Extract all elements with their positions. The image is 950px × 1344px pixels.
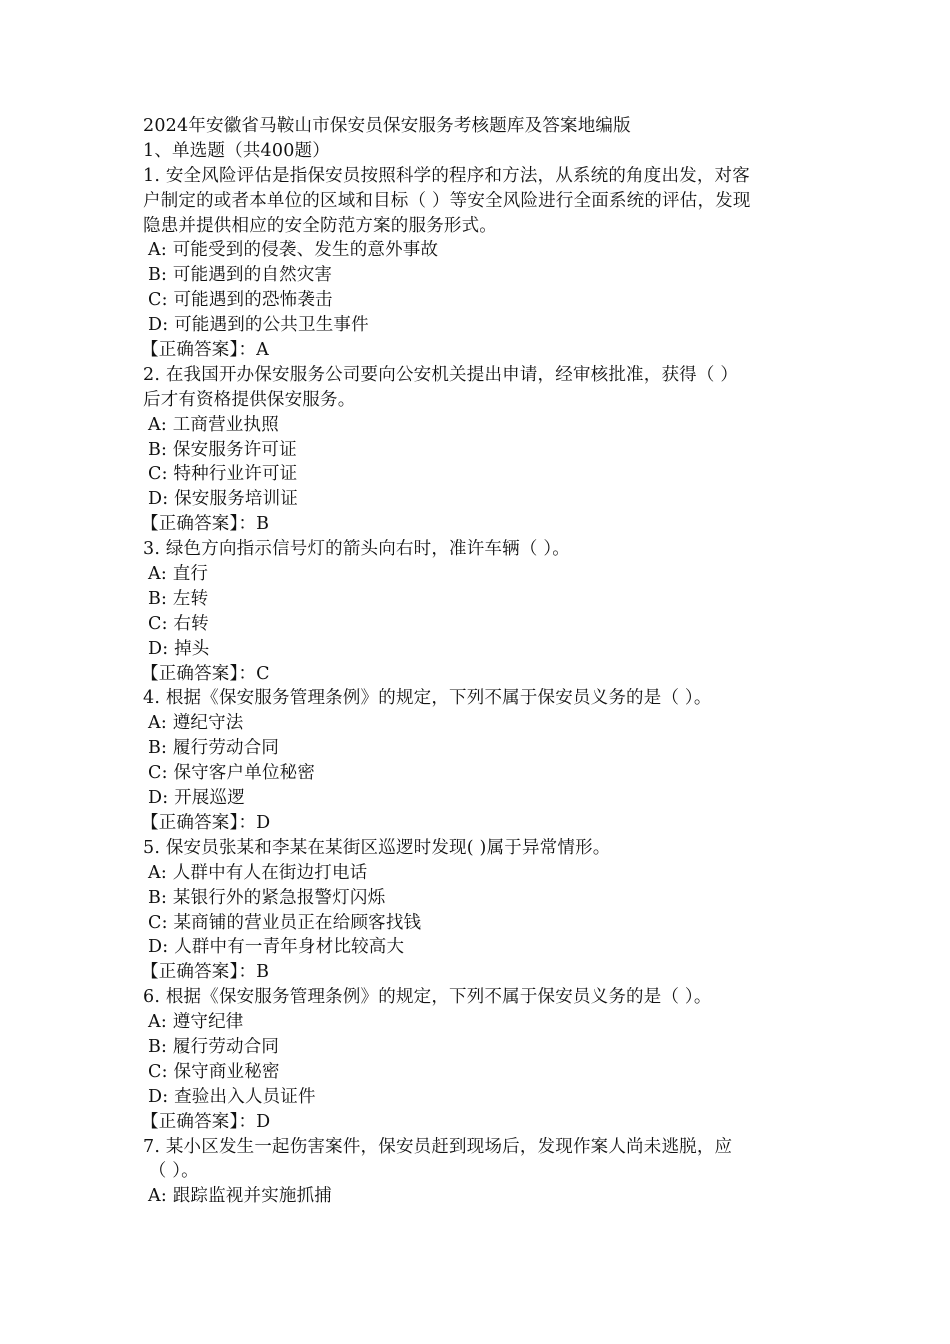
option-d: D: 人群中有一青年身材比较高大 [148,937,405,958]
option-a: A: 直行 [148,564,209,585]
option-b: B: 保安服务许可证 [148,439,297,460]
option-a: A: 遵守纪律 [148,1012,244,1033]
question-text-line: 户制定的或者本单位的区域和目标（ ）等安全风险进行全面系统的评估，发现 [143,190,751,211]
option-b: B: 可能遇到的自然灾害 [148,265,333,286]
correct-answer: 【正确答案】：B [141,514,270,535]
question-text-line: 1. 安全风险评估是指保安员按照科学的程序和方法，从系统的角度出发，对客 [143,165,750,186]
document-title: 2024年安徽省马鞍山市保安员保安服务考核题库及答案地编版 [143,116,631,136]
option-b: B: 履行劳动合同 [148,738,280,759]
question-7 [143,1135,823,1210]
option-c: C: 保守商业秘密 [148,1061,280,1082]
option-a: A: 人群中有人在街边打电话 [148,862,368,883]
option-a: A: 工商营业执照 [148,414,279,435]
section-heading: 1、单选题（共400题） [143,140,330,161]
correct-answer: 【正确答案】：A [141,340,269,361]
question-text-line: 后才有资格提供保安服务。 [143,389,356,410]
option-b: B: 左转 [148,588,209,609]
option-d: D: 查验出入人员证件 [148,1086,316,1107]
option-a: A: 遵纪守法 [148,713,244,734]
question-text-line: 6. 根据《保安服务管理条例》的规定，下列不属于保安员义务的是（ ）。 [143,987,712,1008]
option-b: B: 某银行外的紧急报警灯闪烁 [148,887,386,908]
question-text-line: 4. 根据《保安服务管理条例》的规定，下列不属于保安员义务的是（ ）。 [143,688,712,709]
question-text-line: 7. 某小区发生一起伤害案件，保安员赶到现场后，发现作案人尚未逃脱，应 [143,1136,733,1157]
correct-answer: 【正确答案】：D [141,812,271,833]
option-d: D: 保安服务培训证 [148,489,298,510]
question-text-line: 2. 在我国开办保安服务公司要向公安机关提出申请，经审核批准，获得（ ） [143,364,739,385]
option-c: C: 保守客户单位秘密 [148,763,316,784]
question-3 [143,537,823,686]
option-c: C: 特种行业许可证 [148,464,298,485]
question-text-line: （ ）。 [143,1161,199,1182]
question-text-line: 3. 绿色方向指示信号灯的箭头向右时，准许车辆（ ）。 [143,539,570,560]
option-c: C: 某商铺的营业员正在给顾客找钱 [148,912,422,933]
correct-answer: 【正确答案】：B [141,962,270,983]
option-a: A: 跟踪监视并实施抓捕 [148,1186,332,1207]
question-4 [143,686,823,835]
correct-answer: 【正确答案】：C [141,663,270,684]
option-c: C: 右转 [148,613,209,634]
question-5 [143,836,823,985]
question-text-line: 5. 保安员张某和李某在某街区巡逻时发现( )属于异常情形。 [143,837,611,858]
document-body [143,114,823,1209]
correct-answer: 【正确答案】：D [141,1111,271,1132]
option-c: C: 可能遇到的恐怖袭击 [148,290,333,311]
option-d: D: 开展巡逻 [148,788,245,809]
option-b: B: 履行劳动合同 [148,1036,280,1057]
question-text-line: 隐患并提供相应的安全防范方案的服务形式。 [143,215,497,236]
option-d: D: 可能遇到的公共卫生事件 [148,315,369,336]
option-d: D: 掉头 [148,638,210,659]
question-6 [143,985,823,1134]
question-1 [143,164,823,363]
option-a: A: 可能受到的侵袭、发生的意外事故 [148,240,439,261]
question-2 [143,363,823,537]
